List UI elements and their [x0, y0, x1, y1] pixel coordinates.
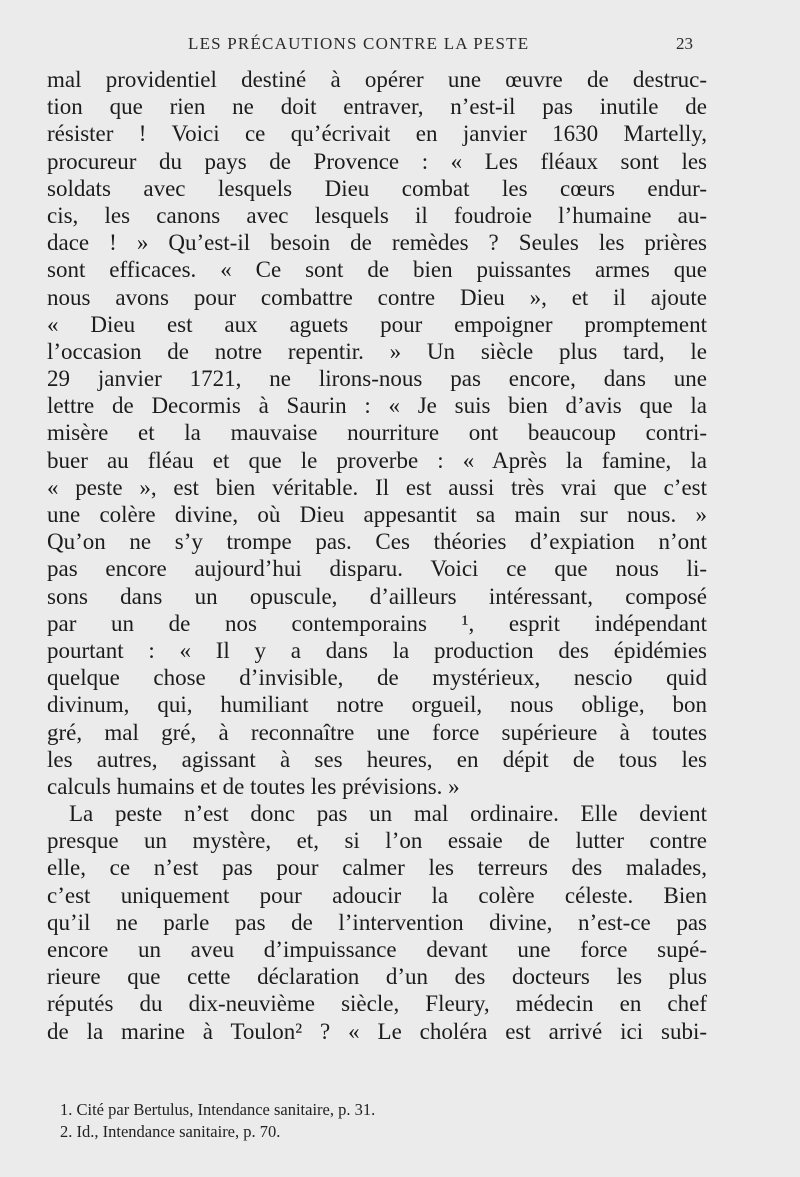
text-line: soldats avec lesquels Dieu combat les cœurs endur- [47, 175, 707, 201]
text-line: qu’il ne parle pas de l’intervention divine, n’est-ce pas [47, 909, 707, 935]
text-line: calculs humains et de toutes les prévisions. » [47, 773, 460, 799]
text-line: La peste n’est donc pas un mal ordinaire. Elle devient [69, 801, 707, 827]
text-line: pourtant : « Il y a dans la production des épidémies [47, 637, 707, 663]
text-line: misère et la mauvaise nourriture ont beaucoup contri- [47, 420, 707, 446]
text-line: elle, ce n’est pas pour calmer les terreurs des malades, [47, 855, 707, 881]
text-line: résister ! Voici ce qu’écrivait en janvier 1630 Martelly, [47, 121, 707, 147]
text-line: encore un aveu d’impuissance devant une force supé- [47, 937, 707, 962]
text-line: réputés du dix-neuvième siècle, Fleury, médecin en chef [47, 991, 707, 1017]
text-line: nous avons pour combattre contre Dieu », et il ajoute [47, 284, 707, 310]
text-line: l’occasion de notre repentir. » Un siècle plus tard, le [47, 338, 707, 364]
page-header [0, 34, 800, 58]
text-line: buer au fléau et que le proverbe : « Après la famine, la [47, 447, 707, 473]
text-line: gré, mal gré, à reconnaître une force supérieure à toutes [47, 719, 707, 745]
text-line: presque un mystère, et, si l’on essaie de lutter contre [47, 828, 707, 854]
text-line: dace ! » Qu’est-il besoin de remèdes ? Seules les prières [47, 230, 707, 256]
page-number: 23 [676, 34, 693, 53]
text-line: rieure que cette déclaration d’un des docteurs les plus [47, 964, 707, 990]
text-line: Qu’on ne s’y trompe pas. Ces théories d’expiation n’ont [47, 529, 707, 555]
text-line: les autres, agissant à ses heures, en dépit de tous les [47, 746, 707, 772]
text-line: de la marine à Toulon² ? « Le choléra est arrivé ici subi- [47, 1018, 707, 1044]
text-line: divinum, qui, humiliant notre orgueil, nous oblige, bon [47, 692, 707, 718]
footnotes [60, 1099, 620, 1143]
text-line: tion que rien ne doit entraver, n’est-il pas inutile de [47, 94, 707, 120]
text-line: sons dans un opuscule, d’ailleurs intéressant, composé [47, 583, 707, 609]
footnote-2: 2. Id., Intendance sanitaire, p. 70. [60, 1122, 281, 1141]
running-title: LES PRÉCAUTIONS CONTRE LA PESTE [188, 34, 530, 53]
text-line: une colère divine, où Dieu appesantit sa main sur nous. » [47, 502, 707, 527]
text-line: quelque chose d’invisible, de mystérieux, nescio quid [47, 665, 707, 691]
text-line: par un de nos contemporains ¹, esprit indépendant [47, 610, 707, 636]
text-line: cis, les canons avec lesquels il foudroie l’humaine au- [47, 202, 707, 228]
text-line: « peste », est bien véritable. Il est aussi très vrai que c’est [47, 474, 707, 500]
body-text [47, 66, 707, 1045]
text-line: sont efficaces. « Ce sont de bien puissantes armes que [47, 257, 707, 283]
text-line: mal providentiel destiné à opérer une œuvre de destruc- [47, 67, 707, 92]
text-line: 29 janvier 1721, ne lirons-nous pas encore, dans une [47, 366, 707, 392]
footnote-1: 1. Cité par Bertulus, Intendance sanitaire, p. 31. [60, 1100, 376, 1119]
text-line: c’est uniquement pour adoucir la colère céleste. Bien [47, 882, 707, 908]
text-line: procureur du pays de Provence : « Les fléaux sont les [47, 148, 707, 174]
text-line: lettre de Decormis à Saurin : « Je suis bien d’avis que la [47, 393, 707, 419]
text-line: pas encore aujourd’hui disparu. Voici ce que nous li- [47, 556, 707, 582]
text-line: « Dieu est aux aguets pour empoigner promptement [47, 311, 707, 337]
